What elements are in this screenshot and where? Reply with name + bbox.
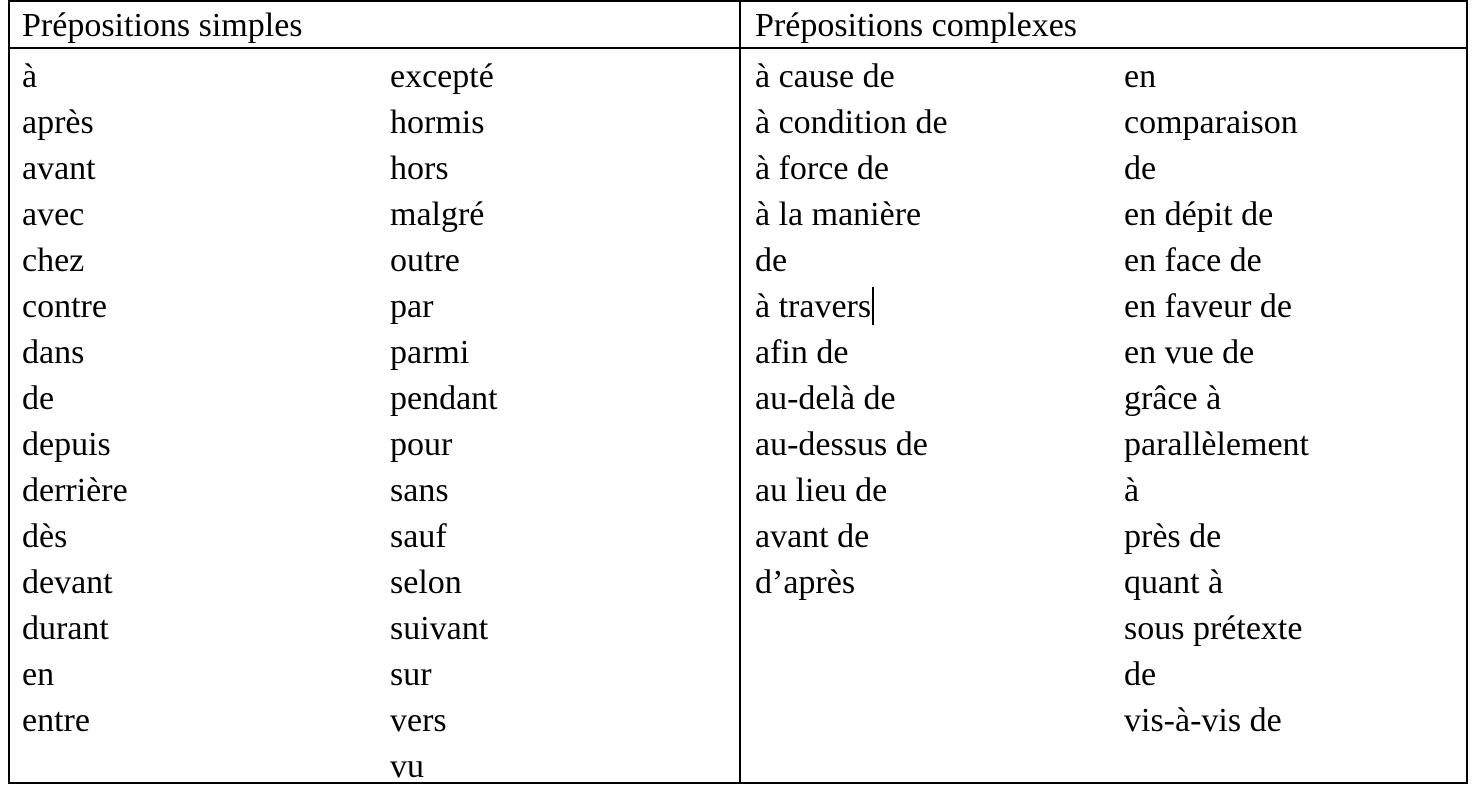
preposition-item bbox=[755, 54, 948, 100]
preposition-text: pour bbox=[390, 426, 453, 463]
preposition-text: près de bbox=[1124, 518, 1222, 555]
preposition-text: avec bbox=[22, 196, 85, 233]
preposition-text: sous prétexte bbox=[1124, 610, 1303, 647]
preposition-text: devant bbox=[22, 564, 113, 601]
preposition-text: quant à bbox=[1124, 564, 1224, 601]
preposition-text: sauf bbox=[390, 518, 447, 555]
preposition-item bbox=[390, 376, 498, 422]
preposition-text: afin de bbox=[755, 334, 849, 371]
preposition-item bbox=[755, 330, 948, 376]
preposition-item bbox=[22, 100, 128, 146]
complex-col-1 bbox=[755, 54, 948, 606]
preposition-text: sans bbox=[390, 472, 449, 509]
preposition-text: en face de bbox=[1124, 242, 1262, 279]
prepositions-table bbox=[8, 0, 1468, 784]
preposition-text: à la manière bbox=[755, 196, 922, 233]
preposition-item bbox=[390, 146, 498, 192]
preposition-text: parmi bbox=[390, 334, 470, 371]
preposition-item bbox=[1124, 376, 1309, 422]
preposition-text: outre bbox=[390, 242, 460, 279]
preposition-text: selon bbox=[390, 564, 462, 601]
preposition-text: comparaison bbox=[1124, 104, 1298, 141]
preposition-item bbox=[755, 146, 948, 192]
preposition-item bbox=[22, 606, 128, 652]
preposition-item bbox=[755, 422, 948, 468]
preposition-item bbox=[1124, 422, 1309, 468]
preposition-item bbox=[1124, 54, 1309, 100]
preposition-text: vers bbox=[390, 702, 447, 739]
text-cursor bbox=[872, 287, 874, 325]
preposition-text: suivant bbox=[390, 610, 489, 647]
preposition-text: de bbox=[1124, 656, 1157, 693]
preposition-item bbox=[1124, 284, 1309, 330]
preposition-text: après bbox=[22, 104, 94, 141]
preposition-text: à travers bbox=[755, 288, 872, 325]
preposition-item bbox=[22, 284, 128, 330]
preposition-text: excepté bbox=[390, 58, 494, 95]
preposition-item bbox=[390, 560, 498, 606]
preposition-text: dans bbox=[22, 334, 85, 371]
preposition-item bbox=[390, 698, 498, 744]
preposition-item bbox=[390, 284, 498, 330]
preposition-text: entre bbox=[22, 702, 90, 739]
column-divider bbox=[739, 2, 741, 782]
preposition-text: à cause de bbox=[755, 58, 895, 95]
preposition-text: avant bbox=[22, 150, 96, 187]
preposition-item bbox=[1124, 468, 1309, 514]
preposition-text: de bbox=[22, 380, 55, 417]
preposition-item bbox=[1124, 698, 1309, 744]
preposition-item bbox=[22, 652, 128, 698]
preposition-item bbox=[22, 698, 128, 744]
preposition-item bbox=[1124, 238, 1309, 284]
preposition-item bbox=[755, 560, 948, 606]
preposition-item bbox=[22, 376, 128, 422]
preposition-text: au lieu de bbox=[755, 472, 888, 509]
preposition-text: d’après bbox=[755, 564, 856, 601]
preposition-text: chez bbox=[22, 242, 85, 279]
preposition-item bbox=[390, 652, 498, 698]
preposition-text: derrière bbox=[22, 472, 128, 509]
preposition-item bbox=[22, 238, 128, 284]
preposition-item bbox=[1124, 514, 1309, 560]
preposition-text: depuis bbox=[22, 426, 111, 463]
preposition-text: en bbox=[22, 656, 55, 693]
header-divider bbox=[10, 47, 1466, 49]
preposition-item bbox=[390, 54, 498, 100]
preposition-item bbox=[755, 238, 948, 284]
header-complex: Prépositions complexes bbox=[755, 7, 1078, 44]
simple-col-1 bbox=[22, 54, 128, 744]
preposition-text: contre bbox=[22, 288, 107, 325]
preposition-text: en dépit de bbox=[1124, 196, 1274, 233]
simple-col-2 bbox=[390, 54, 498, 790]
header-simple: Prépositions simples bbox=[22, 7, 303, 44]
preposition-text: dès bbox=[22, 518, 68, 555]
preposition-item bbox=[755, 100, 948, 146]
preposition-item bbox=[1124, 330, 1309, 376]
preposition-text: hors bbox=[390, 150, 449, 187]
preposition-item bbox=[390, 100, 498, 146]
preposition-text: durant bbox=[22, 610, 109, 647]
preposition-item bbox=[390, 192, 498, 238]
preposition-item bbox=[22, 146, 128, 192]
preposition-text: vu bbox=[390, 748, 424, 785]
preposition-item bbox=[755, 514, 948, 560]
preposition-item bbox=[755, 284, 948, 330]
preposition-text: au-delà de bbox=[755, 380, 896, 417]
preposition-text: sur bbox=[390, 656, 432, 693]
preposition-text: en vue de bbox=[1124, 334, 1255, 371]
preposition-item bbox=[390, 422, 498, 468]
preposition-text: à bbox=[1124, 472, 1140, 509]
preposition-text: en bbox=[1124, 58, 1157, 95]
preposition-text: vis-à-vis de bbox=[1124, 702, 1282, 739]
preposition-item bbox=[390, 468, 498, 514]
preposition-item bbox=[1124, 146, 1309, 192]
preposition-item bbox=[1124, 606, 1309, 652]
preposition-item bbox=[755, 376, 948, 422]
preposition-text: de bbox=[755, 242, 788, 279]
preposition-text: hormis bbox=[390, 104, 485, 141]
preposition-text: grâce à bbox=[1124, 380, 1222, 417]
preposition-item bbox=[390, 514, 498, 560]
preposition-item bbox=[22, 330, 128, 376]
preposition-item bbox=[390, 238, 498, 284]
preposition-text: à force de bbox=[755, 150, 890, 187]
preposition-item bbox=[22, 514, 128, 560]
preposition-item bbox=[390, 606, 498, 652]
preposition-item bbox=[755, 468, 948, 514]
preposition-text: à condition de bbox=[755, 104, 948, 141]
preposition-item bbox=[1124, 192, 1309, 238]
preposition-text: en faveur de bbox=[1124, 288, 1293, 325]
preposition-text: de bbox=[1124, 150, 1157, 187]
preposition-item bbox=[755, 192, 948, 238]
preposition-text: pendant bbox=[390, 380, 498, 417]
preposition-text: à bbox=[22, 58, 38, 95]
preposition-item bbox=[390, 744, 498, 790]
preposition-text: au-dessus de bbox=[755, 426, 928, 463]
preposition-item bbox=[22, 422, 128, 468]
preposition-item bbox=[1124, 100, 1309, 146]
preposition-text: par bbox=[390, 288, 434, 325]
preposition-item bbox=[1124, 652, 1309, 698]
preposition-text: malgré bbox=[390, 196, 485, 233]
preposition-item bbox=[1124, 560, 1309, 606]
complex-col-2 bbox=[1124, 54, 1309, 744]
preposition-item bbox=[22, 468, 128, 514]
preposition-item bbox=[390, 330, 498, 376]
preposition-text: avant de bbox=[755, 518, 870, 555]
preposition-item bbox=[22, 560, 128, 606]
preposition-text: parallèlement bbox=[1124, 426, 1310, 463]
preposition-item bbox=[22, 54, 128, 100]
preposition-item bbox=[22, 192, 128, 238]
